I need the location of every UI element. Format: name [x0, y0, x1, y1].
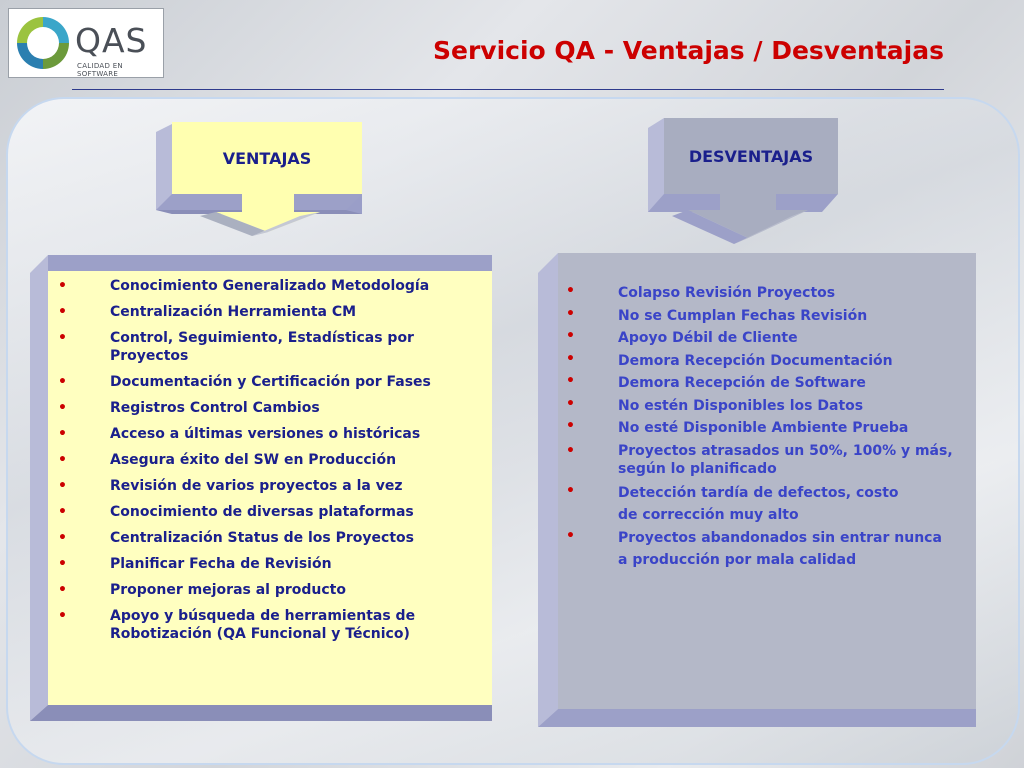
logo-tagline: CALIDAD EN SOFTWARE — [77, 62, 123, 78]
list-item-text: Conocimiento Generalizado Metodología — [110, 278, 430, 294]
bullet-icon: • — [566, 443, 575, 459]
list-item-text: No estén Disponibles los Datos — [618, 397, 864, 414]
list-item-text: Colapso Revisión Proyectos — [618, 285, 836, 301]
desventajas-header: DESVENTAJAS — [688, 147, 814, 166]
logo — [8, 8, 164, 78]
ventajas-list — [58, 277, 478, 651]
list-item — [566, 417, 958, 440]
bullet-icon: • — [58, 608, 67, 624]
list-item-text: Centralización Herramienta CM — [110, 304, 357, 320]
list-item — [58, 451, 478, 469]
list-item-text: Demora Recepción de Software — [618, 375, 866, 391]
list-item — [58, 399, 478, 417]
list-item — [58, 581, 478, 599]
list-item-text: Control, Seguimiento, Estadísticas por Proyectos — [110, 330, 414, 364]
page-title: Servicio QA - Ventajas / Desventajas — [433, 36, 944, 65]
list-item-text: Detección tardía de defectos, costo de corrección muy alto — [618, 484, 899, 523]
list-item — [58, 277, 478, 295]
list-item-text: Documentación y Certificación por Fases — [110, 374, 431, 390]
list-item — [58, 303, 478, 321]
bullet-icon: • — [58, 426, 67, 442]
bullet-icon: • — [58, 556, 67, 572]
bullet-icon: • — [58, 374, 67, 390]
list-item — [58, 503, 478, 521]
logo-name: QAS — [75, 21, 148, 60]
list-item — [566, 327, 958, 350]
bullet-icon: • — [566, 305, 575, 322]
bullet-icon: • — [58, 582, 67, 598]
bullet-icon: • — [58, 304, 67, 320]
list-item-text: No se Cumplan Fechas Revisión — [618, 307, 868, 324]
list-item-text: Apoyo y búsqueda de herramientas de Robotización (QA Funcional y Técnico) — [110, 608, 416, 642]
bullet-icon: • — [566, 373, 575, 389]
list-item-text: Proyectos abandonados sin entrar nunca a producción por mala calidad — [618, 529, 942, 568]
bullet-icon: • — [566, 527, 575, 544]
bullet-icon: • — [58, 330, 67, 346]
list-item-text: Planificar Fecha de Revisión — [110, 556, 332, 572]
bullet-icon: • — [566, 283, 575, 299]
bullet-icon: • — [566, 395, 575, 412]
list-item-text: Proponer mejoras al producto — [110, 582, 346, 598]
list-item — [566, 282, 958, 305]
bullet-icon: • — [566, 328, 575, 344]
list-item — [566, 482, 958, 527]
list-item — [58, 555, 478, 573]
ventajas-header-arrow — [150, 118, 366, 238]
list-item-text: Acceso a últimas versiones o históricas — [110, 426, 421, 442]
list-item-text: Revisión de varios proyectos a la vez — [110, 478, 403, 494]
bullet-icon: • — [58, 400, 67, 416]
list-item-text: No esté Disponible Ambiente Prueba — [618, 420, 909, 436]
list-item-text: Registros Control Cambios — [110, 400, 320, 416]
bullet-icon: • — [58, 278, 67, 294]
list-item — [566, 372, 958, 395]
bullet-icon: • — [566, 482, 575, 499]
bullet-icon: • — [58, 478, 67, 494]
list-item-text: Demora Recepción Documentación — [618, 352, 893, 369]
title-divider — [72, 89, 944, 90]
list-item — [566, 350, 958, 373]
desventajas-list — [566, 282, 958, 576]
list-item-text: Asegura éxito del SW en Producción — [110, 452, 397, 468]
list-item — [58, 373, 478, 391]
list-item — [58, 607, 478, 643]
list-item — [58, 477, 478, 495]
list-item — [58, 425, 478, 443]
list-item — [58, 529, 478, 547]
list-item-text: Conocimiento de diversas plataformas — [110, 504, 414, 520]
list-item — [566, 305, 958, 328]
desventajas-header-arrow — [644, 114, 840, 248]
bullet-icon: • — [58, 530, 67, 546]
ventajas-header: VENTAJAS — [222, 149, 312, 168]
list-item — [566, 442, 958, 478]
list-item-text: Centralización Status de los Proyectos — [110, 530, 414, 546]
list-item-text: Apoyo Débil de Cliente — [618, 330, 798, 346]
bullet-icon: • — [58, 504, 67, 520]
bullet-icon: • — [566, 350, 575, 367]
bullet-icon: • — [58, 452, 67, 468]
list-item-text: Proyectos atrasados un 50%, 100% y más, según lo planificado — [618, 443, 953, 477]
bullet-icon: • — [566, 418, 575, 434]
logo-arrows-icon — [11, 11, 75, 75]
list-item — [58, 329, 478, 365]
list-item — [566, 395, 958, 418]
list-item — [566, 527, 958, 572]
